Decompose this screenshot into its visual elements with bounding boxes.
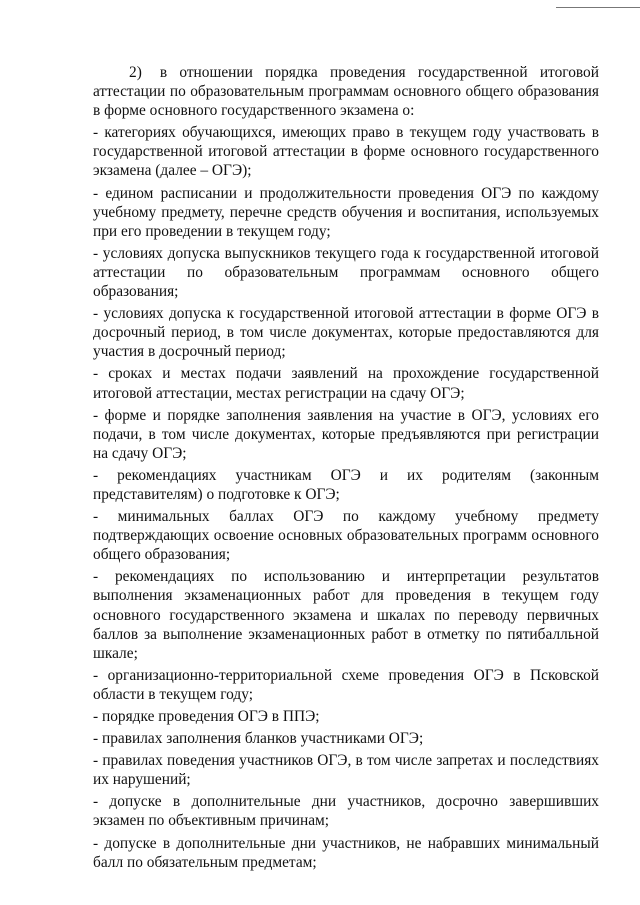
list-item: - правилах заполнения бланков участниками ОГЭ; bbox=[93, 730, 424, 748]
list-item: - форме и порядке заполнения заявления на участие в ОГЭ, условиях его подачи, в том числе документах, которые предъявляются при регистрации на сдачу ОГЭ; bbox=[93, 406, 599, 462]
list-item: - сроках и местах подачи заявлений на прохождение государственной итоговой аттестации, местах регистрации на сдачу ОГЭ; bbox=[93, 365, 599, 402]
intro-paragraph bbox=[93, 63, 599, 120]
list-item: - минимальных баллах ОГЭ по каждому учебному предмету подтверждающих освоение основных образовательных программ основного общего образования; bbox=[93, 508, 599, 564]
list-item: - условиях допуска выпускников текущего года к государственной итоговой аттестации по образовательным программам основного общего образования; bbox=[93, 244, 599, 301]
list-item: - допуске в дополнительные дни участников, досрочно завершивших экзамен по объективным причинам; bbox=[93, 793, 599, 830]
list-item: - категориях обучающихся, имеющих право в текущем году участвовать в государственной итоговой аттестации в форме основного государственного экзамена (далее – ОГЭ); bbox=[93, 124, 599, 180]
list-item: - рекомендациях участникам ОГЭ и их родителям (законным представителям) о подготовке к ОГЭ; bbox=[93, 466, 599, 503]
document-body bbox=[93, 63, 599, 875]
intro-text: в отношении порядка проведения государственной итоговой аттестации по образовательным программам основного общего образования в форме основного государственного экзамена о: bbox=[93, 64, 599, 120]
list-item: - порядке проведения ОГЭ в ППЭ; bbox=[93, 708, 320, 725]
list-item: - рекомендациях по использованию и интерпретации результатов выполнения экзаменационных работ для проведения в текущем году основного государственного экзамена и шкалах по переводу первичных баллов за выполнение экзаменационных работ в отметку по пятибалльной шкале; bbox=[93, 568, 599, 662]
list-number: 2) bbox=[129, 64, 142, 81]
list-item: - организационно-территориальной схеме проведения ОГЭ в Псковской области в текущем году; bbox=[93, 666, 599, 703]
top-rule bbox=[556, 7, 640, 8]
list-item: - правилах поведения участников ОГЭ, в том числе запретах и последствиях их нарушений; bbox=[93, 752, 599, 789]
list-item: - допуске в дополнительные дни участников, не набравших минимальный балл по обязательным предметам; bbox=[93, 834, 599, 871]
list-item: - условиях допуска к государственной итоговой аттестации в форме ОГЭ в досрочный период, в том числе документах, которые предоставляются для участия в досрочный период; bbox=[93, 305, 599, 361]
list-item: - едином расписании и продолжительности проведения ОГЭ по каждому учебному предмету, перечне средств обучения и воспитания, используемых при его проведении в текущем году; bbox=[93, 184, 599, 240]
